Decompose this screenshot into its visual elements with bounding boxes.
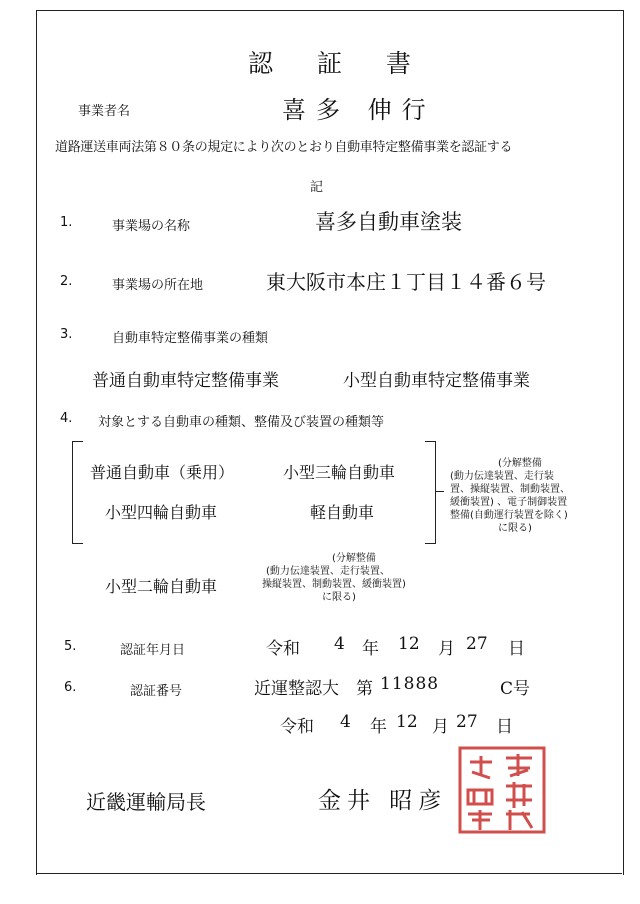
seal-glyph — [506, 810, 532, 830]
item4-label: 対象とする自動車の種類、整備及び装置の種類等 — [98, 415, 385, 430]
item3-value-a: 普通自動車特定整備事業 — [92, 371, 279, 391]
item3-number: 3. — [60, 327, 73, 342]
vehicle-type-d: 軽自動車 — [310, 503, 375, 522]
seal-glyph — [468, 810, 492, 830]
issue-tsuki: 月 — [432, 717, 449, 737]
item6-dai: 第 — [356, 679, 373, 699]
scope-note-1-line: 緩衝装置) 、電子制御装置 — [450, 497, 568, 508]
ki-mark: 記 — [310, 180, 324, 195]
item6-number: 6. — [64, 680, 77, 695]
vehicle-type-a: 普通自動車（乗用） — [90, 463, 235, 482]
scope-note-1-line: (動力伝達装置、走行装 — [450, 471, 554, 482]
scope-note-1-line: 置、操縦装置、制動装置、 — [450, 484, 570, 495]
item5-tsuki: 月 — [438, 639, 455, 659]
operator-label: 事業者名 — [78, 104, 131, 119]
item5-label: 認証年月日 — [120, 643, 186, 658]
item1-number: 1. — [60, 215, 73, 230]
vehicle-bracket-left — [72, 441, 83, 544]
item2-label: 事業場の所在地 — [112, 278, 204, 293]
item1-value: 喜多自動車塗装 — [315, 210, 462, 234]
issue-day: 27 — [456, 712, 478, 732]
official-seal — [454, 742, 550, 838]
seal-glyph — [470, 756, 492, 778]
item6-suffix: C号 — [500, 679, 531, 699]
scope-note-2-line: (分解整備 — [332, 553, 376, 564]
scope-note-1-line: に限る) — [498, 523, 532, 534]
item5-era: 令和 — [266, 639, 300, 659]
item2-value: 東大阪市本庄１丁目１４番６号 — [266, 270, 546, 294]
item2-number: 2. — [60, 274, 73, 289]
item4-number: 4. — [60, 411, 73, 426]
seal-glyph — [506, 754, 532, 776]
seal-glyph — [468, 790, 492, 804]
item1-label: 事業場の名称 — [112, 219, 191, 234]
item6-serial: 11888 — [380, 674, 440, 694]
issuer-office: 近畿運輸局長 — [86, 790, 206, 814]
issuer-name: 金井 昭彦 — [318, 788, 448, 814]
issue-month: 12 — [396, 712, 418, 732]
scope-note-2 — [262, 552, 452, 604]
issue-era: 令和 — [280, 717, 314, 737]
scope-note-1-line: 整備(自動運行装置を除く) — [450, 510, 568, 521]
vehicle-type-b: 小型三輪自動車 — [283, 463, 396, 482]
frame-bottom-line — [36, 873, 622, 874]
vehicle-brace-tick — [436, 491, 444, 492]
operator-name: 喜多 伸行 — [282, 96, 436, 124]
item5-nen: 年 — [362, 639, 379, 659]
scope-note-2-line: に限る) — [322, 592, 356, 603]
scope-note-1-line: (分解整備 — [498, 458, 542, 469]
item5-year: 4 — [334, 634, 345, 654]
scope-note-2-line: 操縦装置、制動装置、緩衝装置) — [262, 579, 406, 590]
vehicle-type-c: 小型四輪自動車 — [105, 503, 218, 522]
item5-day: 27 — [466, 634, 488, 654]
item5-number: 5. — [64, 639, 77, 654]
item6-label: 認証番号 — [130, 684, 183, 699]
scope-note-2-line: (動力伝達装置、走行装置、 — [266, 566, 390, 577]
vehicle-bracket-right — [425, 441, 436, 544]
item5-month: 12 — [398, 634, 420, 654]
item3-value-b: 小型自動車特定整備事業 — [343, 371, 530, 391]
preamble-text: 道路運送車両法第８０条の規定により次のとおり自動車特定整備事業を認証する — [55, 140, 513, 155]
certificate-title: 認 証 書 — [248, 49, 429, 78]
issue-hi: 日 — [496, 717, 513, 737]
scope-note-1 — [450, 457, 590, 535]
seal-glyph — [506, 782, 532, 808]
item3-label: 自動車特定整備事業の種類 — [112, 331, 269, 346]
item6-prefix: 近運整認大 — [254, 679, 339, 699]
vehicle-type-e: 小型二輪自動車 — [105, 577, 218, 596]
item5-hi: 日 — [508, 639, 525, 659]
issue-year: 4 — [340, 712, 351, 732]
issue-nen: 年 — [370, 717, 387, 737]
